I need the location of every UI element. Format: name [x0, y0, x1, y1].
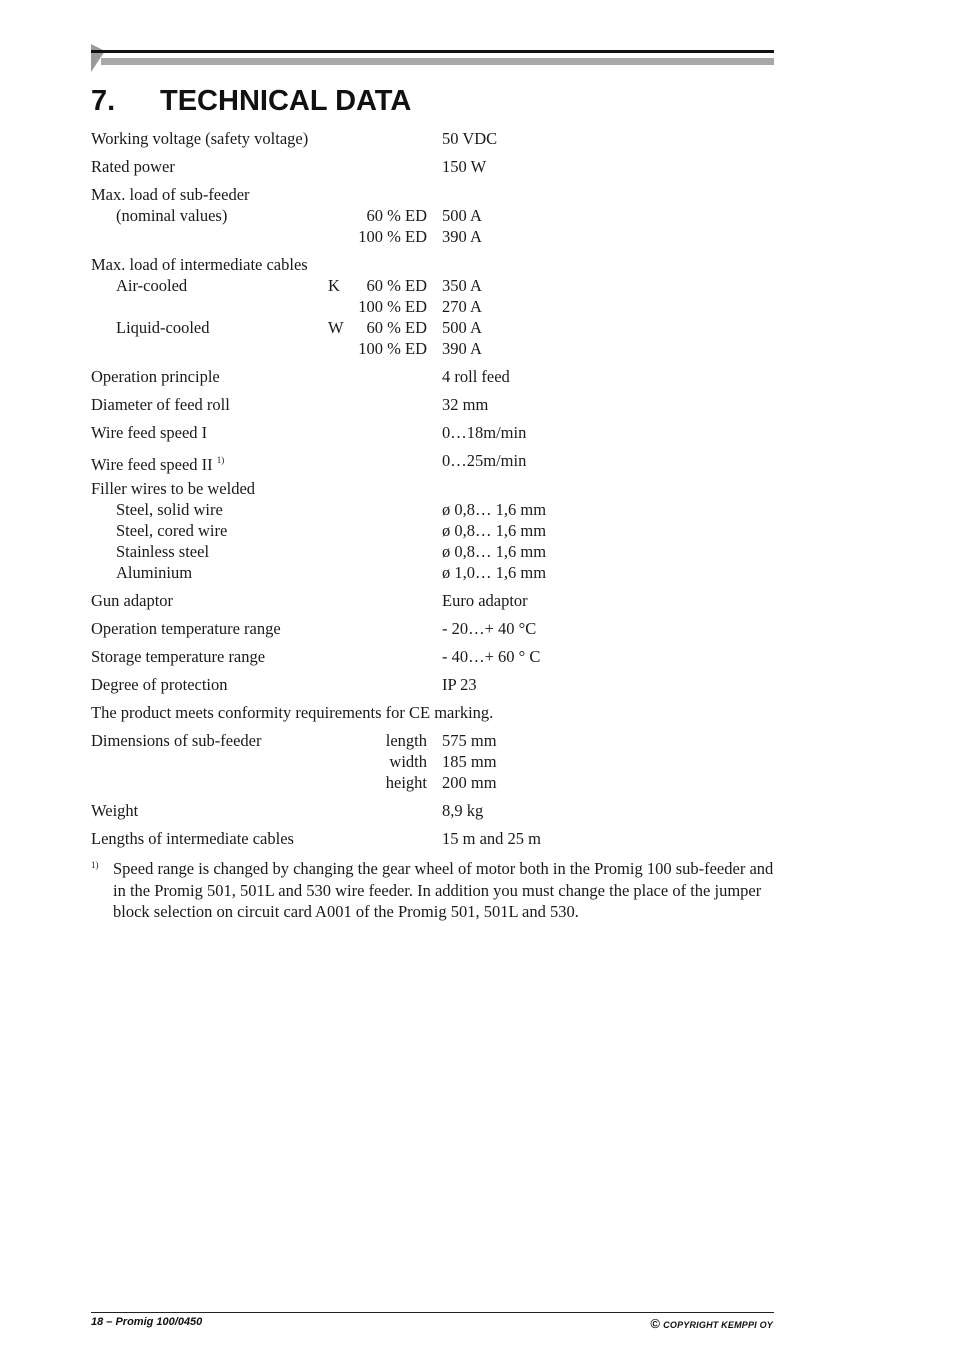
spec-value: 50 VDC — [442, 129, 498, 148]
spec-line — [91, 254, 774, 275]
spec-value: 150 W — [442, 157, 487, 176]
spec-value: 0…18m/min — [442, 423, 527, 442]
spec-label — [116, 275, 187, 296]
spec-condition: 60 % ED — [366, 206, 427, 225]
spec-label — [91, 422, 207, 443]
spec-label-text: Weight — [91, 801, 139, 820]
spec-row — [91, 156, 774, 177]
spec-label — [91, 618, 281, 639]
spec-label — [91, 254, 308, 275]
spec-label-text: Gun adaptor — [91, 591, 174, 610]
spec-label-text: Rated power — [91, 157, 175, 176]
spec-value: 575 mm — [442, 731, 497, 750]
spec-row — [91, 590, 774, 611]
spec-condition: 100 % ED — [358, 227, 427, 246]
spec-condition: 60 % ED — [366, 276, 427, 295]
spec-code: W — [328, 318, 344, 337]
section-title — [91, 82, 411, 120]
spec-condition: height — [385, 773, 427, 792]
spec-condition: length — [385, 731, 427, 750]
spec-line — [91, 702, 774, 723]
spec-label-text: The product meets conformity requirements for CE marking. — [91, 703, 494, 722]
spec-value: 15 m and 25 m — [442, 829, 541, 848]
spec-line — [91, 394, 774, 415]
spec-label-text: Steel, solid wire — [116, 500, 223, 519]
spec-label-text: (nominal values) — [116, 206, 228, 225]
spec-line — [91, 499, 774, 520]
spec-row — [91, 702, 774, 723]
technical-data-table — [91, 128, 774, 856]
spec-label-text: Stainless steel — [116, 542, 210, 561]
spec-label — [91, 450, 224, 475]
spec-label-text: Diameter of feed roll — [91, 395, 230, 414]
spec-label — [91, 730, 261, 751]
spec-row — [91, 646, 774, 667]
spec-label-text: Degree of protection — [91, 675, 228, 694]
footnote-text: Speed range is changed by changing the gear wheel of motor both in the Promig 100 sub-feeder and in the Promig 501, 501L and 530 wire feeder. In addition you must change the place of the jumper block selection on circuit card A001 of the Promig 501, 501L and 530. — [113, 859, 774, 921]
spec-row — [91, 366, 774, 387]
spec-line — [91, 772, 774, 793]
spec-value: 270 A — [442, 297, 482, 316]
spec-label — [91, 394, 230, 415]
spec-label — [116, 541, 209, 562]
spec-row — [91, 394, 774, 415]
spec-value: 390 A — [442, 339, 482, 358]
spec-line — [91, 751, 774, 772]
spec-label-text: Max. load of intermediate cables — [91, 255, 308, 274]
spec-value: 185 mm — [442, 752, 497, 771]
spec-label — [91, 800, 138, 821]
spec-value: Euro adaptor — [442, 591, 528, 610]
spec-label-text: Operation temperature range — [91, 619, 281, 638]
spec-label-text: Storage temperature range — [91, 647, 266, 666]
spec-label — [91, 828, 294, 849]
spec-label-text: Operation principle — [91, 367, 220, 386]
footnote — [91, 858, 774, 923]
spec-condition: 100 % ED — [358, 339, 427, 358]
spec-value: 500 A — [442, 318, 482, 337]
footer-rule — [91, 1312, 774, 1313]
spec-line — [91, 226, 774, 247]
spec-line — [91, 184, 774, 205]
spec-row — [91, 828, 774, 849]
spec-label-text: Aluminium — [116, 563, 193, 582]
spec-value: 500 A — [442, 206, 482, 225]
spec-label — [91, 702, 493, 723]
spec-line — [91, 520, 774, 541]
spec-row — [91, 422, 774, 443]
spec-value: 32 mm — [442, 395, 489, 414]
spec-row — [91, 730, 774, 793]
spec-condition: width — [389, 752, 427, 771]
spec-line — [91, 156, 774, 177]
spec-row — [91, 800, 774, 821]
spec-line — [91, 128, 774, 149]
spec-row — [91, 618, 774, 639]
spec-row — [91, 478, 774, 583]
spec-label-text: Wire feed speed I — [91, 423, 208, 442]
footnote-ref: 1) — [216, 455, 225, 465]
spec-line — [91, 317, 774, 338]
spec-label — [91, 674, 228, 695]
spec-line — [91, 366, 774, 387]
spec-line — [91, 541, 774, 562]
spec-line — [91, 646, 774, 667]
spec-value: 350 A — [442, 276, 482, 295]
spec-value: 4 roll feed — [442, 367, 510, 386]
spec-condition: 60 % ED — [366, 318, 427, 337]
spec-value: 390 A — [442, 227, 482, 246]
spec-label — [91, 184, 250, 205]
spec-label — [91, 156, 175, 177]
spec-line — [91, 562, 774, 583]
spec-label — [91, 128, 308, 149]
spec-line — [91, 450, 774, 474]
spec-line — [91, 296, 774, 317]
spec-value: 0…25m/min — [442, 451, 527, 470]
spec-row — [91, 254, 774, 359]
spec-label-text: Max. load of sub-feeder — [91, 185, 250, 204]
spec-line — [91, 478, 774, 499]
spec-label — [91, 478, 255, 499]
footer-copyright — [650, 1316, 773, 1331]
spec-label — [116, 499, 223, 520]
spec-line — [91, 730, 774, 751]
spec-label-text: Dimensions of sub-feeder — [91, 731, 262, 750]
spec-label — [91, 366, 220, 387]
spec-label-text: Air-cooled — [116, 276, 188, 295]
spec-value: ø 1,0… 1,6 mm — [442, 563, 547, 582]
spec-label-text: Lengths of intermediate cables — [91, 829, 294, 848]
spec-value: IP 23 — [442, 675, 477, 694]
spec-label — [116, 205, 227, 226]
spec-line — [91, 338, 774, 359]
spec-line — [91, 590, 774, 611]
spec-line — [91, 800, 774, 821]
section-title-text: TECHNICAL DATA — [160, 85, 412, 117]
spec-row — [91, 674, 774, 695]
spec-value: 8,9 kg — [442, 801, 484, 820]
spec-label-text: Wire feed speed II — [91, 455, 213, 474]
spec-value: ø 0,8… 1,6 mm — [442, 542, 547, 561]
footnote-marker: 1) — [91, 860, 99, 870]
spec-label-text: Working voltage (safety voltage) — [91, 129, 309, 148]
spec-label — [116, 562, 192, 583]
spec-label-text: Liquid-cooled — [116, 318, 210, 337]
footer-copyright-text: COPYRIGHT KEMPPI OY — [663, 1320, 773, 1330]
spec-value: ø 0,8… 1,6 mm — [442, 500, 547, 519]
spec-value: - 20…+ 40 °C — [442, 619, 537, 638]
spec-label-text: Steel, cored wire — [116, 521, 228, 540]
spec-line — [91, 422, 774, 443]
spec-row — [91, 128, 774, 149]
spec-row — [91, 450, 774, 474]
spec-label — [91, 646, 265, 667]
spec-value: - 40…+ 60 ° C — [442, 647, 541, 666]
spec-label-text: Filler wires to be welded — [91, 479, 256, 498]
header-rule — [91, 44, 774, 72]
spec-condition: 100 % ED — [358, 297, 427, 316]
spec-line — [91, 205, 774, 226]
spec-line — [91, 275, 774, 296]
spec-line — [91, 828, 774, 849]
spec-label — [91, 590, 173, 611]
spec-line — [91, 674, 774, 695]
copyright-symbol: © — [650, 1316, 661, 1331]
spec-code: K — [328, 276, 340, 295]
spec-label — [116, 317, 209, 338]
footer-page-label: 18 – Promig 100/0450 — [91, 1316, 203, 1328]
spec-line — [91, 618, 774, 639]
spec-value: 200 mm — [442, 773, 497, 792]
spec-value: ø 0,8… 1,6 mm — [442, 521, 547, 540]
section-number: 7. — [91, 85, 116, 117]
spec-row — [91, 184, 774, 247]
spec-label — [116, 520, 227, 541]
